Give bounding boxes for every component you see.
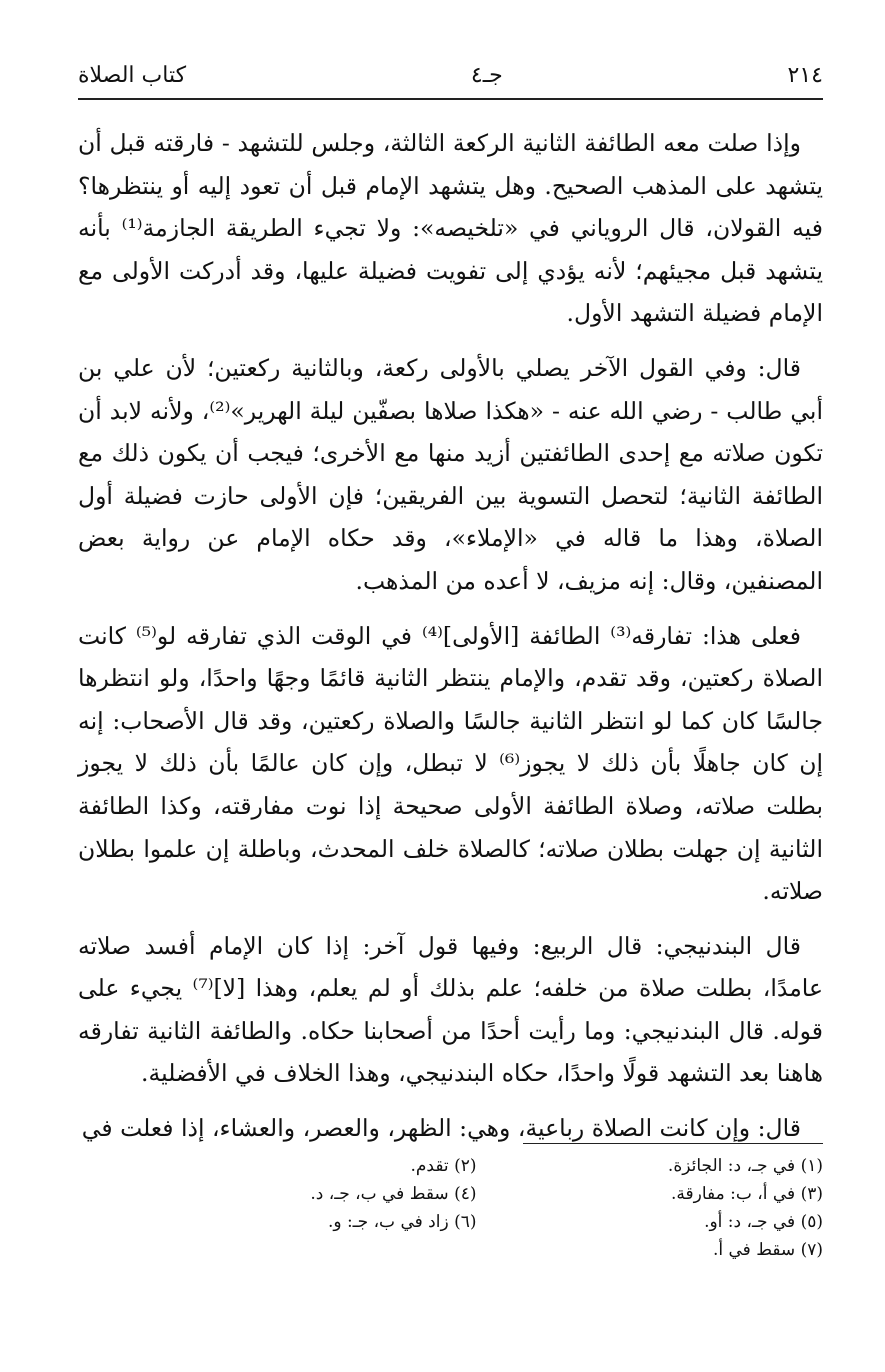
footnote: (٧) سقط في أ. — [712, 1240, 823, 1260]
footnote-divider — [523, 1143, 823, 1144]
footnote: (٦) زاد في ب، جـ: و. — [327, 1212, 477, 1232]
footnote: (٢) تقدم. — [410, 1156, 477, 1176]
paragraph: فعلى هذا: تفارقه⁽³⁾ الطائفة [الأولى]⁽⁴⁾ في الوقت الذي تفارقه لو⁽⁵⁾ كانت الصلاة ركعتين، وقد تقدم، والإمام ينتظر الثانية قائمًا وجهًا واحدًا، ولو انتظرها جالسًا كان كما لو انتظر الثانية جالسًا والصلاة ركعتين، وقد قال الأصحاب: إنه إن كان جاهلًا بأن ذلك لا يجوز⁽⁶⁾ لا تبطل، وإن كان عالمًا بأن ذلك لا يجوز بطلت صلاته، وصلاة الطائفة الأولى صحيحة إذا نوت مفارقته، وكذا الطائفة الثانية إن جهلت بطلان صلاته؛ كالصلاة خلف المحدث، وباطلة إن علموا بطلان صلاته. — [78, 621, 823, 906]
footnote: (٣) في أ، ب: مفارقة. — [670, 1184, 823, 1204]
footnote: (٤) سقط في ب، جـ، د. — [310, 1184, 477, 1204]
footnote: (٥) في جـ، د: أو. — [704, 1212, 823, 1232]
book-title: كتاب الصلاة — [78, 62, 187, 88]
main-text — [78, 122, 823, 1162]
footnotes — [150, 1152, 823, 1264]
page-number: ٢١٤ — [787, 62, 823, 88]
paragraph: قال: وفي القول الآخر يصلي بالأولى ركعة، وبالثانية ركعتين؛ لأن علي بن أبي طالب - رضي الله عنه - «هكذا صلاها بصفّين ليلة الهرير»⁽²⁾، ولأنه لابد أن تكون صلاته مع إحدى الطائفتين أزيد منها مع الأخرى؛ فيجب أن يكون ذلك مع الطائفة الثانية؛ لتحصل التسوية بين الفريقين؛ فإن الأولى حازت فضيلة أول الصلاة، وهذا ما قاله في «الإملاء»، وقد حكاه الإمام عن رواية بعض المصنفين، وقال: إنه مزيف، لا أعده من المذهب. — [78, 353, 823, 595]
volume-label: جـ٤ — [470, 62, 503, 88]
paragraph: وإذا صلت معه الطائفة الثانية الركعة الثالثة، وجلس للتشهد - فارقته قبل أن يتشهد على المذهب الصحيح. وهل يتشهد الإمام قبل أن تعود إليه أو ينتظرها؟ فيه القولان، قال الروياني في «تلخيصه»: ولا تجيء الطريقة الجازمة⁽¹⁾ بأنه يتشهد قبل مجيئهم؛ لأنه يؤدي إلى تفويت فضيلة عليها، وقد أدركت الأولى مع الإمام فضيلة التشهد الأول. — [78, 129, 823, 328]
paragraph: قال: وإن كانت الصلاة رباعية، وهي: الظهر، والعصر، والعشاء، إذا فعلت في — [81, 1114, 801, 1143]
paragraph: قال البندنيجي: قال الربيع: وفيها قول آخر: إذا كان الإمام أفسد صلاته عامدًا، بطلت صلاة من خلفه؛ علم بذلك أو لم يعلم، وهذا [لا]⁽⁷⁾ يجيء على قوله. قال البندنيجي: وما رأيت أحدًا من أصحابنا حكاه. والطائفة الثانية تفارقه هاهنا بعد التشهد قولًا واحدًا، حكاه البندنيجي، وهذا الخلاف في الأفضلية. — [78, 931, 823, 1088]
header-divider — [78, 98, 823, 100]
running-header — [78, 58, 823, 92]
footnote: (١) في جـ، د: الجائزة. — [667, 1156, 823, 1176]
